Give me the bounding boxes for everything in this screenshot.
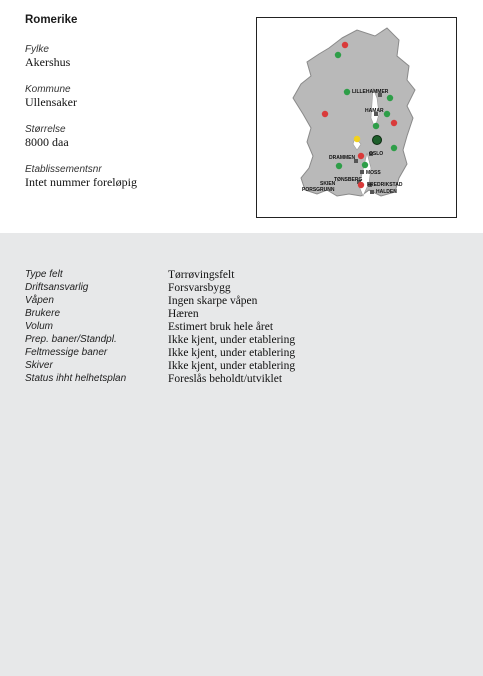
map-label-porsgrunn: PORSGRUNN — [302, 187, 335, 193]
field-storrelse — [25, 124, 69, 149]
map-label-skien: SKIEN — [320, 181, 336, 187]
map-label-moss: MOSS — [366, 170, 381, 176]
field-etablissementsnr — [25, 164, 137, 189]
status-dot-red — [322, 111, 328, 117]
detail-value: Forsvarsbygg — [168, 281, 231, 294]
detail-value: Hæren — [168, 307, 199, 320]
status-dot-green — [384, 111, 390, 117]
detail-value: Ikke kjent, under etablering — [168, 359, 296, 372]
detail-row — [25, 372, 295, 385]
status-dot-green — [373, 123, 379, 129]
detail-value: Foreslås beholdt/utviklet — [168, 372, 283, 385]
detail-row — [25, 294, 295, 307]
map-land — [293, 28, 415, 196]
field-kommune — [25, 84, 77, 109]
field-value: Ullensaker — [25, 95, 77, 109]
status-dot-current — [373, 136, 382, 145]
status-dot-green — [344, 89, 350, 95]
field-label: Etablissementsnr — [25, 164, 102, 175]
map-label-hamar: HAMAR — [365, 108, 384, 114]
map-label-halden: HALDEN — [376, 189, 397, 195]
detail-value: Ingen skarpe våpen — [168, 294, 258, 307]
detail-key: Volum — [25, 321, 53, 332]
status-dot-yellow — [354, 136, 360, 142]
detail-key: Type felt — [25, 269, 63, 280]
detail-row — [25, 307, 295, 320]
header-section — [0, 0, 483, 233]
field-label: Fylke — [25, 44, 49, 55]
status-dot-green — [391, 145, 397, 151]
city-marker — [370, 190, 374, 194]
map-label-lillehammer: LILLEHAMMER — [352, 89, 389, 95]
detail-row — [25, 281, 295, 294]
status-dot-red — [358, 153, 364, 159]
detail-row — [25, 359, 295, 372]
status-dot-green — [362, 162, 368, 168]
map-svg — [257, 18, 456, 217]
detail-key: Driftsansvarlig — [25, 282, 89, 293]
field-value: Akershus — [25, 55, 71, 69]
field-label: Størrelse — [25, 124, 66, 135]
detail-row — [25, 333, 295, 346]
page-title: Romerike — [25, 14, 78, 26]
field-value: 8000 daa — [25, 135, 69, 149]
map-label-fredrikstad: FREDRIKSTAD — [367, 182, 403, 188]
field-label: Kommune — [25, 84, 71, 95]
details-table — [25, 268, 295, 385]
location-map — [256, 17, 457, 218]
detail-key: Feltmessige baner — [25, 347, 108, 358]
city-marker — [360, 170, 364, 174]
detail-value: Ikke kjent, under etablering — [168, 333, 296, 346]
details-section — [0, 233, 483, 676]
map-label-oslo: OSLO — [369, 151, 384, 157]
status-dot-green — [387, 95, 393, 101]
detail-value: Estimert bruk hele året — [168, 320, 274, 333]
field-value: Intet nummer foreløpig — [25, 175, 137, 189]
status-dot-red — [391, 120, 397, 126]
detail-key: Brukere — [25, 308, 61, 319]
status-dot-green — [335, 52, 341, 58]
detail-row — [25, 268, 295, 281]
field-fylke — [25, 44, 70, 69]
detail-key: Våpen — [25, 295, 54, 306]
detail-row — [25, 346, 295, 359]
detail-value: Tørrøvingsfelt — [168, 268, 235, 281]
map-label-drammen: DRAMMEN — [329, 155, 356, 161]
map-label-tonsberg: TØNSBERG — [334, 177, 363, 183]
detail-value: Ikke kjent, under etablering — [168, 346, 296, 359]
detail-key: Status ihht helhetsplan — [25, 373, 127, 384]
detail-key: Skiver — [25, 360, 53, 371]
status-dot-green — [336, 163, 342, 169]
detail-row — [25, 320, 295, 333]
status-dot-red — [342, 42, 348, 48]
detail-key: Prep. baner/Standpl. — [25, 334, 117, 345]
